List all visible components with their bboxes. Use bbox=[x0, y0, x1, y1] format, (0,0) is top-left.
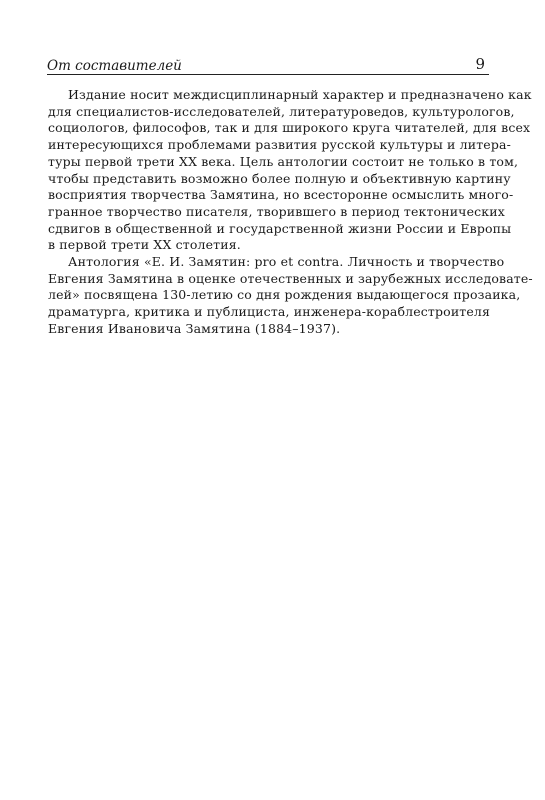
text-line: сдвигов в общественной и государственной жизни России и Европы bbox=[48, 220, 512, 236]
paragraph-1 bbox=[48, 87, 532, 254]
text-line: лей» посвящена 130-летию со дня рождения выдающегося прозаика, bbox=[48, 287, 521, 303]
paragraph-2 bbox=[48, 254, 533, 338]
text-line: Евгения Ивановича Замятина (1884–1937). bbox=[48, 320, 341, 336]
text-line: Антология «Е. И. Замятин: pro et contra. Личность и творчество bbox=[68, 254, 505, 270]
text-line: интересующихся проблемами развития русской культуры и литера- bbox=[48, 137, 511, 153]
section-title: От составителей bbox=[47, 58, 182, 74]
text-line: восприятия творчества Замятина, но всесторонне осмыслить много- bbox=[48, 187, 514, 203]
text-line: чтобы представить возможно более полную и объективную картину bbox=[48, 170, 511, 186]
running-header bbox=[47, 54, 489, 74]
text-line: для специалистов-исследователей, литературоведов, культурологов, bbox=[48, 103, 515, 119]
text-line: Издание носит междисциплинарный характер и предназначено как bbox=[68, 87, 532, 102]
text-line: гранное творчество писателя, творившего в период тектонических bbox=[48, 203, 505, 219]
page-number: 9 bbox=[475, 55, 485, 73]
header-rule bbox=[47, 74, 489, 75]
text-line: социологов, философов, так и для широкого круга читателей, для всех bbox=[48, 120, 531, 136]
text-line: в первой трети XX столетия. bbox=[48, 237, 241, 253]
text-line: драматурга, критика и публициста, инженера-кораблестроителя bbox=[48, 304, 491, 320]
body-text bbox=[48, 87, 533, 338]
text-line: Евгения Замятина в оценке отечественных и зарубежных исследовате- bbox=[48, 270, 533, 286]
text-line: туры первой трети XX века. Цель антологии состоит не только в том, bbox=[48, 153, 519, 169]
